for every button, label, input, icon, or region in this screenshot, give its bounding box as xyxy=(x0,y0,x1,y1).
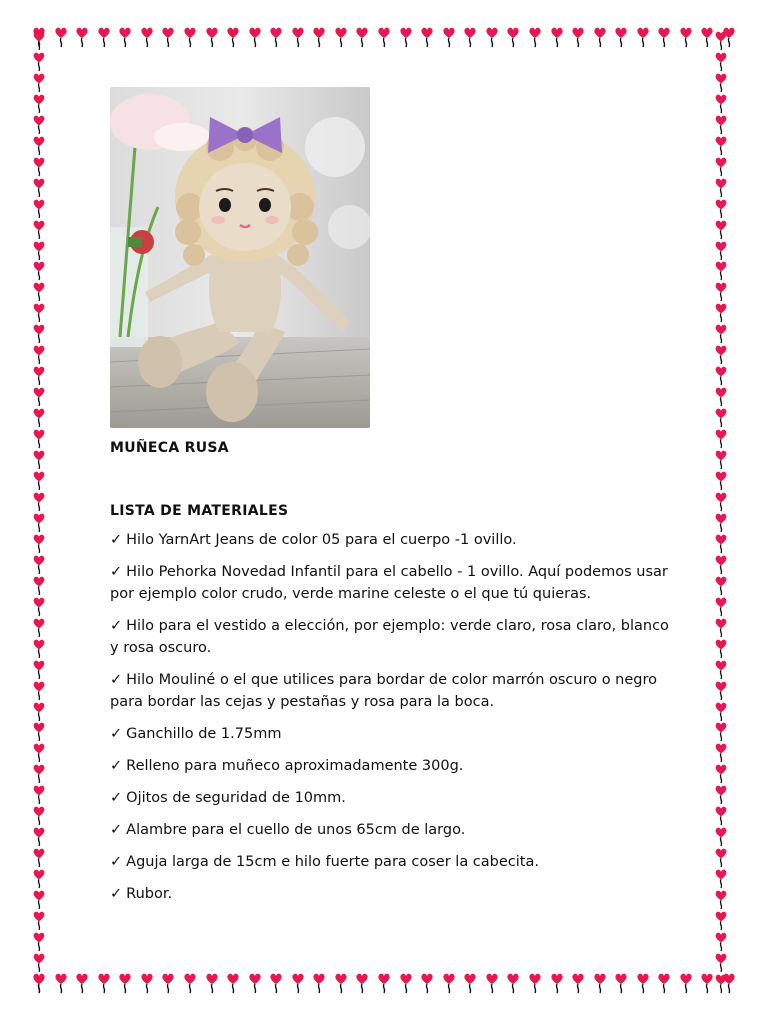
heart-icon xyxy=(712,952,730,973)
check-icon: ✓ xyxy=(110,758,123,774)
heart-icon xyxy=(138,26,156,48)
heart-icon xyxy=(30,344,48,365)
heart-icon xyxy=(203,972,221,994)
check-icon: ✓ xyxy=(110,532,123,548)
heart-icon xyxy=(712,449,730,470)
heart-icon xyxy=(30,701,48,722)
heart-icon xyxy=(712,596,730,617)
doll-illustration xyxy=(110,87,370,428)
material-item xyxy=(110,755,670,777)
heart-icon xyxy=(30,952,48,973)
heart-icon xyxy=(483,26,501,48)
page-title: MUÑECA RUSA xyxy=(110,440,229,456)
material-text: Aguja larga de 15cm e hilo fuerte para coser la cabecita. xyxy=(126,854,539,870)
heart-icon xyxy=(116,26,134,48)
heart-icon xyxy=(655,972,673,994)
section-heading: LISTA DE MATERIALES xyxy=(110,503,289,519)
check-icon: ✓ xyxy=(110,822,123,838)
heart-icon xyxy=(30,323,48,344)
heart-icon xyxy=(30,889,48,910)
material-text: Ganchillo de 1.75mm xyxy=(126,726,282,742)
heart-icon xyxy=(483,972,501,994)
check-icon: ✓ xyxy=(110,618,123,634)
material-item xyxy=(110,723,670,745)
heart-icon xyxy=(30,742,48,763)
check-icon: ✓ xyxy=(110,854,123,870)
heart-icon xyxy=(30,156,48,177)
heart-icon xyxy=(712,910,730,931)
heart-icon xyxy=(548,972,566,994)
heart-icon xyxy=(30,365,48,386)
heart-icon xyxy=(461,972,479,994)
border-left xyxy=(30,30,56,994)
heart-icon xyxy=(712,868,730,889)
check-icon: ✓ xyxy=(110,726,123,742)
material-text: Hilo Mouliné o el que utilices para bordar de color marrón oscuro o negro para bordar las cejas y pestañas y rosa para la boca. xyxy=(110,672,658,710)
heart-icon xyxy=(712,51,730,72)
heart-icon xyxy=(397,26,415,48)
material-text: Ojitos de seguridad de 10mm. xyxy=(126,790,346,806)
heart-icon xyxy=(712,826,730,847)
heart-icon xyxy=(677,26,695,48)
heart-icon xyxy=(712,407,730,428)
heart-icon xyxy=(95,972,113,994)
heart-icon xyxy=(30,596,48,617)
heart-icon xyxy=(332,26,350,48)
heart-icon xyxy=(712,260,730,281)
heart-icon xyxy=(548,26,566,48)
heart-icon xyxy=(30,135,48,156)
heart-icon xyxy=(712,721,730,742)
heart-icon xyxy=(440,26,458,48)
materials-list xyxy=(110,529,670,905)
heart-icon xyxy=(30,554,48,575)
heart-icon xyxy=(712,219,730,240)
material-text: Alambre para el cuello de unos 65cm de largo. xyxy=(126,822,466,838)
heart-icon xyxy=(712,931,730,952)
material-item xyxy=(110,851,670,873)
border-bottom xyxy=(30,972,738,998)
heart-icon xyxy=(30,219,48,240)
heart-icon xyxy=(375,26,393,48)
material-item xyxy=(110,561,670,605)
heart-icon xyxy=(504,972,522,994)
heart-icon xyxy=(461,26,479,48)
heart-icon xyxy=(159,26,177,48)
heart-icon xyxy=(612,26,630,48)
heart-icon xyxy=(310,26,328,48)
heart-icon xyxy=(712,135,730,156)
heart-icon xyxy=(712,805,730,826)
heart-icon xyxy=(712,638,730,659)
heart-icon xyxy=(30,533,48,554)
heart-icon xyxy=(30,302,48,323)
heart-icon xyxy=(30,281,48,302)
material-text: Relleno para muñeco aproximadamente 300g. xyxy=(126,758,464,774)
heart-icon xyxy=(30,575,48,596)
heart-icon xyxy=(332,972,350,994)
heart-icon xyxy=(712,156,730,177)
heart-icon xyxy=(712,93,730,114)
heart-icon xyxy=(30,428,48,449)
check-icon: ✓ xyxy=(110,564,123,580)
heart-icon xyxy=(712,763,730,784)
heart-icon xyxy=(30,868,48,889)
border-right xyxy=(712,30,738,994)
heart-icon xyxy=(569,26,587,48)
heart-icon xyxy=(712,575,730,596)
heart-icon xyxy=(30,763,48,784)
heart-icon xyxy=(30,177,48,198)
heart-icon xyxy=(712,554,730,575)
heart-icon xyxy=(440,972,458,994)
heart-icon xyxy=(712,889,730,910)
heart-icon xyxy=(289,972,307,994)
heart-icon xyxy=(30,638,48,659)
heart-icon xyxy=(159,972,177,994)
heart-icon xyxy=(591,972,609,994)
heart-icon xyxy=(712,114,730,135)
heart-icon xyxy=(246,26,264,48)
crochet-doll-photo xyxy=(110,87,370,428)
heart-icon xyxy=(138,972,156,994)
heart-icon xyxy=(712,344,730,365)
material-text: Hilo YarnArt Jeans de color 05 para el cuerpo -1 ovillo. xyxy=(126,532,517,548)
heart-icon xyxy=(116,972,134,994)
heart-icon xyxy=(712,281,730,302)
material-item xyxy=(110,529,670,551)
material-item xyxy=(110,615,670,659)
heart-icon xyxy=(224,26,242,48)
heart-icon xyxy=(712,742,730,763)
heart-icon xyxy=(30,847,48,868)
heart-icon xyxy=(181,26,199,48)
heart-icon xyxy=(353,972,371,994)
check-icon: ✓ xyxy=(110,886,123,902)
heart-icon xyxy=(30,680,48,701)
heart-icon xyxy=(30,973,48,994)
material-item xyxy=(110,883,670,905)
heart-icon xyxy=(30,721,48,742)
heart-icon xyxy=(712,680,730,701)
heart-icon xyxy=(30,805,48,826)
heart-icon xyxy=(712,470,730,491)
heart-icon xyxy=(30,910,48,931)
heart-icon xyxy=(526,972,544,994)
heart-icon xyxy=(712,659,730,680)
heart-icon xyxy=(267,972,285,994)
heart-icon xyxy=(30,240,48,261)
heart-icon xyxy=(712,302,730,323)
heart-icon xyxy=(612,972,630,994)
heart-icon xyxy=(73,26,91,48)
heart-icon xyxy=(30,260,48,281)
heart-icon xyxy=(712,30,730,51)
heart-icon xyxy=(30,30,48,51)
material-item xyxy=(110,819,670,841)
heart-icon xyxy=(634,972,652,994)
heart-icon xyxy=(30,784,48,805)
heart-icon xyxy=(30,72,48,93)
heart-icon xyxy=(289,26,307,48)
heart-icon xyxy=(418,26,436,48)
check-icon: ✓ xyxy=(110,672,123,688)
heart-icon xyxy=(634,26,652,48)
heart-icon xyxy=(30,93,48,114)
heart-icon xyxy=(267,26,285,48)
heart-icon xyxy=(712,72,730,93)
heart-icon xyxy=(181,972,199,994)
heart-icon xyxy=(712,533,730,554)
heart-icon xyxy=(712,240,730,261)
heart-icon xyxy=(30,617,48,638)
border-top xyxy=(30,26,738,52)
heart-icon xyxy=(418,972,436,994)
heart-icon xyxy=(712,177,730,198)
heart-icon xyxy=(526,26,544,48)
heart-icon xyxy=(30,407,48,428)
material-text: Hilo Pehorka Novedad Infantil para el cabello - 1 ovillo. Aquí podemos usar por ejemplo color crudo, verde marine celeste o el que tú quieras. xyxy=(110,564,668,602)
material-text: Rubor. xyxy=(126,886,173,902)
check-icon: ✓ xyxy=(110,790,123,806)
heart-icon xyxy=(504,26,522,48)
material-item xyxy=(110,669,670,713)
heart-icon xyxy=(375,972,393,994)
heart-icon xyxy=(591,26,609,48)
heart-icon xyxy=(30,659,48,680)
material-text: Hilo para el vestido a elección, por ejemplo: verde claro, rosa claro, blanco y rosa oscuro. xyxy=(110,618,669,656)
heart-icon xyxy=(712,491,730,512)
heart-icon xyxy=(712,323,730,344)
heart-icon xyxy=(712,617,730,638)
heart-icon xyxy=(655,26,673,48)
heart-icon xyxy=(712,784,730,805)
heart-icon xyxy=(30,931,48,952)
heart-icon xyxy=(30,114,48,135)
heart-icon xyxy=(712,386,730,407)
heart-icon xyxy=(712,512,730,533)
heart-icon xyxy=(397,972,415,994)
heart-icon xyxy=(569,972,587,994)
heart-icon xyxy=(246,972,264,994)
heart-icon xyxy=(712,365,730,386)
material-item xyxy=(110,787,670,809)
heart-icon xyxy=(712,973,730,994)
heart-icon xyxy=(30,491,48,512)
heart-icon xyxy=(203,26,221,48)
heart-icon xyxy=(30,826,48,847)
heart-icon xyxy=(73,972,91,994)
heart-icon xyxy=(224,972,242,994)
heart-icon xyxy=(30,512,48,533)
heart-icon xyxy=(30,198,48,219)
heart-icon xyxy=(712,701,730,722)
heart-icon xyxy=(677,972,695,994)
heart-icon xyxy=(712,847,730,868)
heart-icon xyxy=(712,428,730,449)
heart-icon xyxy=(30,470,48,491)
heart-icon xyxy=(310,972,328,994)
heart-icon xyxy=(30,449,48,470)
heart-icon xyxy=(353,26,371,48)
materials-section xyxy=(110,440,670,921)
heart-icon xyxy=(95,26,113,48)
heart-icon xyxy=(30,51,48,72)
heart-icon xyxy=(30,386,48,407)
heart-icon xyxy=(712,198,730,219)
